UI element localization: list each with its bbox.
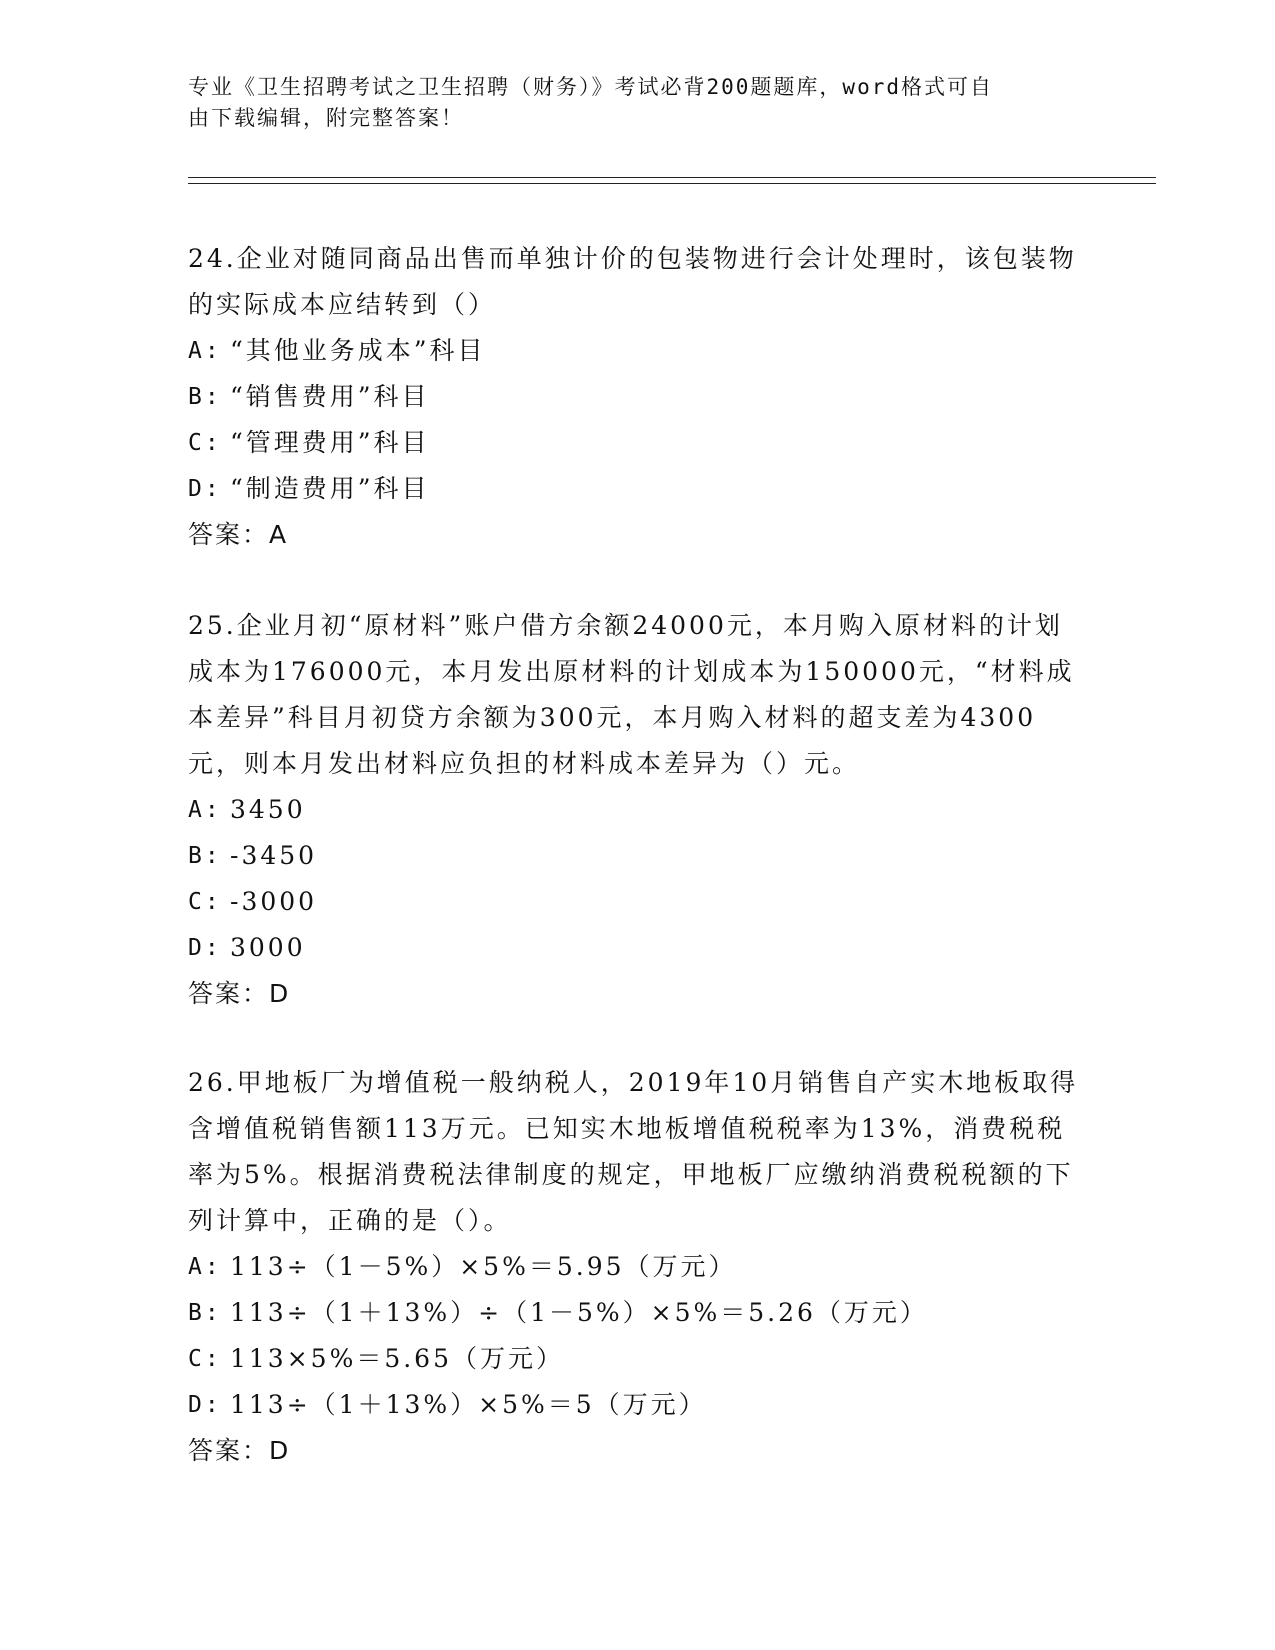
option-key: C: (188, 430, 222, 456)
header-line-1: 专业《卫生招聘考试之卫生招聘（财务）》考试必背200题题库，word格式可自 (188, 75, 993, 99)
option-text: “制造费用”科目 (230, 474, 430, 503)
header-divider-top (188, 177, 1156, 178)
option-a (188, 787, 1088, 833)
option-key: C: (188, 889, 222, 915)
option-key: A: (188, 1254, 222, 1280)
option-text: “销售费用”科目 (230, 382, 430, 411)
option-text: “其他业务成本”科目 (230, 336, 486, 365)
option-c (188, 1336, 1088, 1382)
option-list (188, 1244, 1088, 1428)
option-text: “管理费用”科目 (230, 428, 430, 457)
option-b (188, 833, 1088, 879)
question-stem: 26.甲地板厂为增值税一般纳税人，2019年10月销售自产实木地板取得含增值税销售额113万元。已知实木地板增值税税率为13%，消费税税率为5%。根据消费税法律制度的规定，甲地板厂应缴纳消费税税额的下列计算中，正确的是（）。 (188, 1068, 1079, 1235)
option-list (188, 328, 1088, 512)
question-stem: 25.企业月初“原材料”账户借方余额24000元，本月购入原材料的计划成本为176000元，本月发出原材料的计划成本为150000元，“材料成本差异”科目月初贷方余额为300元，本月购入材料的超支差为4300元，则本月发出材料应负担的材料成本差异为（）元。 (188, 611, 1075, 778)
option-list (188, 787, 1088, 971)
option-text: 113÷（1＋13%）×5%＝5（万元） (230, 1390, 707, 1419)
option-text: -3450 (230, 841, 318, 870)
option-text: 3000 (230, 933, 306, 962)
option-key: B: (188, 384, 222, 410)
option-d (188, 925, 1088, 971)
option-key: D: (188, 935, 222, 961)
option-a (188, 1244, 1088, 1290)
option-text: 113÷（1－5%）×5%＝5.95（万元） (230, 1252, 737, 1281)
option-key: B: (188, 1300, 222, 1326)
option-text: -3000 (230, 887, 318, 916)
document-header (188, 72, 1068, 134)
option-key: A: (188, 797, 222, 823)
option-key: C: (188, 1346, 222, 1372)
option-a (188, 328, 1088, 374)
answer-line: 答案：D (188, 979, 291, 1008)
option-c (188, 420, 1088, 466)
option-b (188, 1290, 1088, 1336)
option-d (188, 1382, 1088, 1428)
question-24 (188, 236, 1088, 558)
option-text: 113×5%＝5.65（万元） (230, 1344, 564, 1373)
option-text: 113÷（1＋13%）÷（1－5%）×5%＝5.26（万元） (230, 1298, 928, 1327)
header-divider-bottom (188, 183, 1156, 184)
question-stem: 24.企业对随同商品出售而单独计价的包装物进行会计处理时，该包装物的实际成本应结转到（） (188, 244, 1077, 319)
option-b (188, 374, 1088, 420)
option-key: D: (188, 476, 222, 502)
option-d (188, 466, 1088, 512)
option-key: D: (188, 1392, 222, 1418)
answer-line: 答案：D (188, 1436, 291, 1465)
option-text: 3450 (230, 795, 306, 824)
header-line-2: 由下载编辑，附完整答案！ (188, 106, 464, 130)
option-key: B: (188, 843, 222, 869)
answer-line: 答案：A (188, 520, 289, 549)
question-25 (188, 603, 1088, 1017)
option-c (188, 879, 1088, 925)
question-26 (188, 1060, 1088, 1474)
option-key: A: (188, 338, 222, 364)
